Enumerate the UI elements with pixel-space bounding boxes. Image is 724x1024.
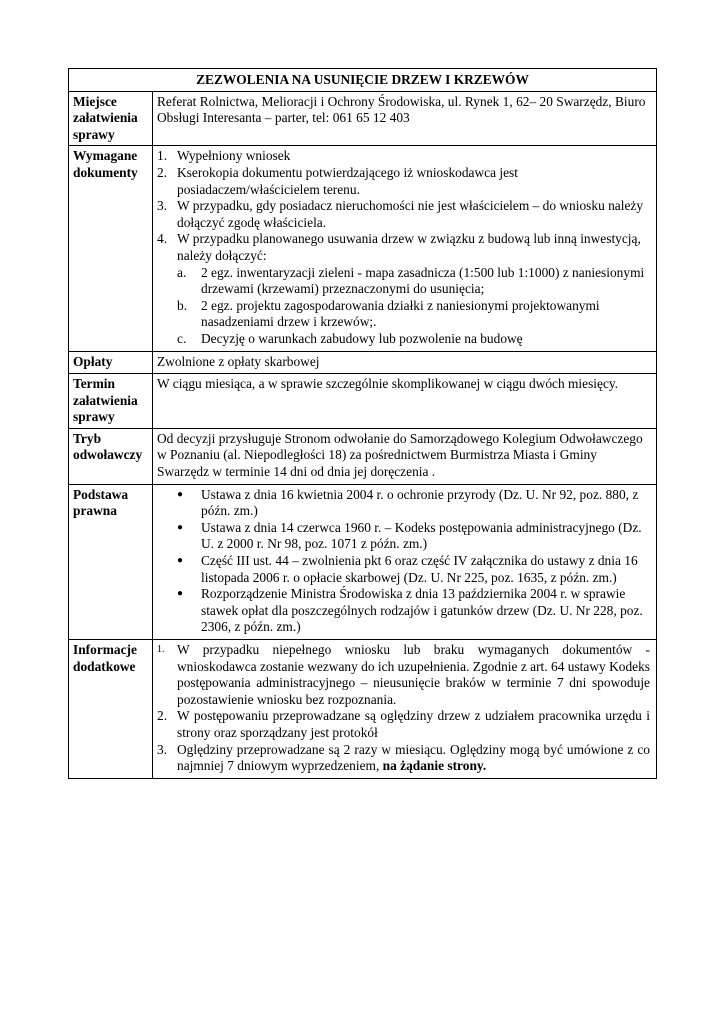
sublist-item: [177, 331, 650, 348]
list-item: [157, 642, 650, 708]
row-content: Zwolnione z opłaty skarbowej: [153, 351, 657, 374]
list-item: [157, 708, 650, 741]
row-podstawa: [69, 484, 657, 639]
row-miejsce: [69, 91, 657, 146]
item-text-bold: na żądanie strony.: [382, 758, 487, 774]
list-item: [157, 231, 650, 264]
row-content: Referat Rolnictwa, Melioracji i Ochrony Środowiska, ul. Rynek 1, 62– 20 Swarzędz, Biuro Obsługi Interesanta – parter, tel: 061 65 12 403: [153, 91, 657, 146]
item-number: 3.: [157, 741, 168, 757]
item-text: W postępowaniu przeprowadzane są oględziny drzew z udziałem pracownika urzędu i strony oraz sporządzany jest protokół: [177, 708, 650, 740]
list-item: [177, 520, 650, 553]
row-content: Od decyzji przysługuje Stronom odwołanie do Samorządowego Kolegium Odwoławczego w Poznaniu (al. Niepodległości 18) za pośrednictwem Burmistrza Miasta i Gminy Swarzędz w terminie 14 dni od dnia jej doręczenia .: [153, 428, 657, 484]
item-text: Decyzję o warunkach zabudowy lub pozwolenie na budowę: [201, 330, 523, 346]
legal-basis-list: [157, 487, 650, 636]
list-item: [177, 586, 650, 636]
bullet-icon: ●: [177, 488, 184, 500]
sublist-item: [177, 265, 650, 298]
item-text: W przypadku niepełnego wniosku lub braku wymaganych dokumentów - wnioskodawca zostanie wezwany do ich uzupełnienia. Zgodnie z art. 64 ustawy Kodeks postępowania administracyjnego – nieusunięcie braków w terminie 7 dni spowoduje pozostawienie wniosku bez rozpoznania.: [177, 642, 650, 707]
item-text: Kserokopia dokumentu potwierdzającego iż wnioskodawca jest posiadaczem/właścicielem terenu.: [177, 164, 518, 197]
item-text-regular: Oględziny przeprowadzane są 2 razy w miesiącu. Oględziny mogą być umówione z co najmniej 7 dniowym wyprzedzeniem,: [177, 741, 650, 774]
row-label: Miejsce załatwienia sprawy: [69, 91, 153, 146]
procedure-table: [68, 68, 657, 779]
item-text: Wypełniony wniosek: [177, 148, 291, 164]
item-number: 3.: [157, 198, 168, 214]
bullet-icon: ●: [177, 521, 184, 533]
item-letter: c.: [177, 330, 187, 346]
row-informacje: [69, 640, 657, 779]
list-item: [157, 742, 650, 775]
item-number: 2.: [157, 164, 168, 180]
row-label: Informacje dodatkowe: [69, 640, 153, 779]
item-letter: a.: [177, 264, 187, 280]
row-oplaty: [69, 351, 657, 374]
documents-sublist: [157, 265, 650, 348]
item-text: Ustawa z dnia 16 kwietnia 2004 r. o ochronie przyrody (Dz. U. Nr 92, poz. 880, z późn. zm.): [201, 486, 639, 519]
item-text: Ustawa z dnia 14 czerwca 1960 r. – Kodeks postępowania administracyjnego (Dz. U. z 2000 r. Nr 98, poz. 1071 z późn. zm.): [201, 519, 642, 552]
item-text: 2 egz. projektu zagospodarowania działki z naniesionymi projektowanymi nasadzeniami drzew i krzewów;.: [201, 297, 600, 330]
list-item: [157, 148, 650, 165]
row-tryb: [69, 428, 657, 484]
row-content: [153, 484, 657, 639]
item-text: Część III ust. 44 – zwolnienia pkt 6 oraz część IV załącznika do ustawy z dnia 16 listopada 2006 r. o opłacie skarbowej (Dz. U. Nr 225, poz. 1635, z późn. zm.): [201, 553, 638, 585]
item-number: 2.: [157, 708, 168, 724]
list-item: [177, 553, 650, 586]
item-number: 1.: [157, 148, 168, 164]
sublist-item: [177, 298, 650, 331]
row-label: Tryb odwoławczy: [69, 428, 153, 484]
row-label: Podstawa prawna: [69, 484, 153, 639]
item-letter: b.: [177, 297, 188, 313]
row-content: W ciągu miesiąca, a w sprawie szczególnie skomplikowanej w ciągu dwóch miesięcy.: [153, 374, 657, 429]
bullet-icon: ●: [177, 588, 184, 600]
title-row: [69, 69, 657, 92]
row-label: Opłaty: [69, 351, 153, 374]
item-text: W przypadku planowanego usuwania drzew w związku z budową lub inną inwestycją, należy dołączyć:: [177, 231, 641, 263]
row-label: Termin załatwienia sprawy: [69, 374, 153, 429]
row-dokumenty: [69, 146, 657, 351]
item-text: Rozporządzenie Ministra Środowiska z dnia 13 października 2004 r. w sprawie stawek opłat dla poszczególnych rodzajów i gatunków drzew (Dz. U. Nr 228, poz. 2306, z późn. zm.): [201, 586, 643, 635]
row-label: Wymagane dokumenty: [69, 146, 153, 351]
document-title: ZEZWOLENIA NA USUNIĘCIE DRZEW I KRZEWÓW: [69, 69, 657, 92]
item-number: 4.: [157, 231, 168, 247]
item-text: 2 egz. inwentaryzacji zieleni - mapa zasadnicza (1:500 lub 1:1000) z naniesionymi drzewami (krzewami) przeznaczonymi do usunięcia;: [201, 264, 645, 297]
list-item: [177, 487, 650, 520]
row-content: [153, 640, 657, 779]
bullet-icon: ●: [177, 555, 184, 567]
documents-list: [157, 148, 650, 264]
item-text: W przypadku, gdy posiadacz nieruchomości nie jest właścicielem – do wniosku należy dołączyć zgodę właściciela.: [177, 198, 644, 230]
list-item: [157, 198, 650, 231]
item-number: 1.: [157, 644, 165, 655]
list-item: [157, 165, 650, 198]
row-content: [153, 146, 657, 351]
item-text: [177, 742, 650, 775]
row-termin: [69, 374, 657, 429]
additional-info-list: [157, 642, 650, 775]
